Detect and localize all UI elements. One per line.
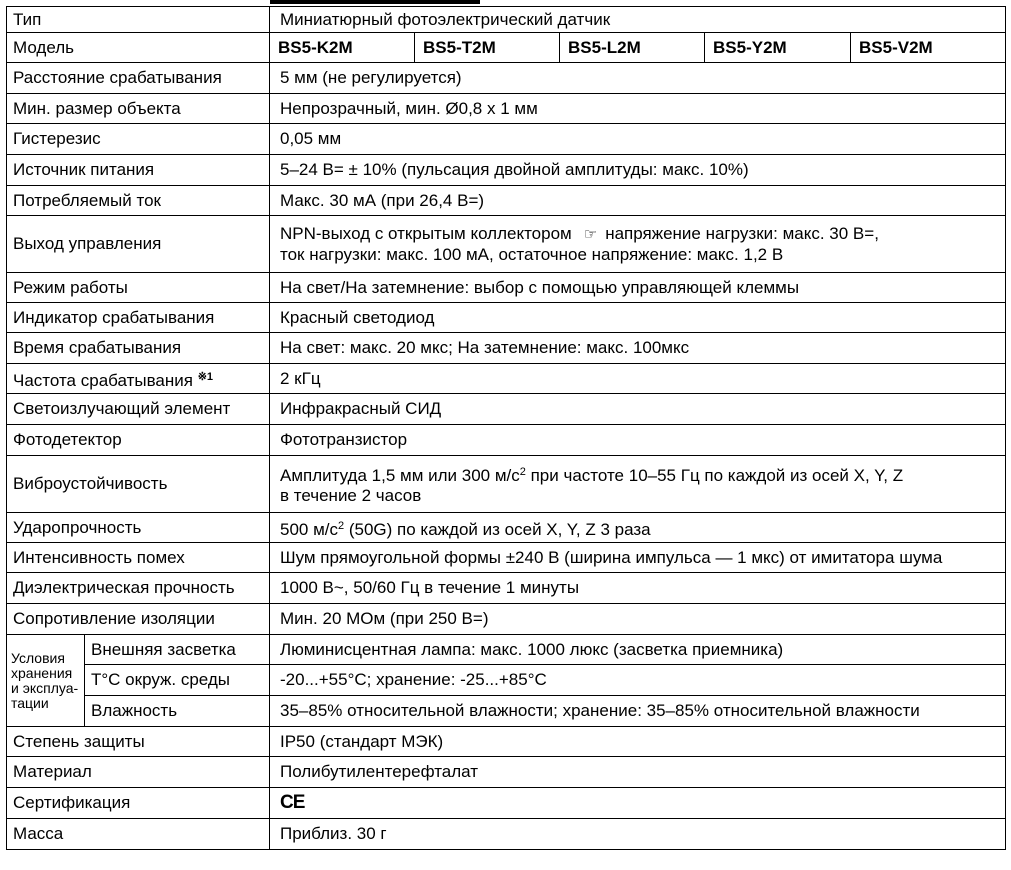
pointing-hand-icon: ☞ [583,225,598,243]
ce-mark-icon: CE [280,792,305,813]
row-ambient-light [7,635,1006,665]
shock-value-b: (50G) по каждой из осей X, Y, Z 3 раза [344,519,651,539]
label-noise: Интенсивность помех [7,543,270,573]
shock-value-a: 500 м/с [280,519,338,539]
row-certification [7,788,1006,819]
label-detector: Фотодетектор [7,425,270,456]
label-dielectric: Диэлектрическая прочность [7,573,270,604]
row-frequency [7,364,1006,394]
row-mode [7,273,1006,303]
row-dielectric [7,573,1006,604]
label-certification: Сертификация [7,788,270,819]
row-vibration [7,456,1006,513]
row-response [7,333,1006,364]
frequency-label-text: Частота срабатывания [13,370,193,390]
label-shock: Ударопрочность [7,513,270,543]
value-mass: Приблиз. 30 г [270,819,1006,850]
value-distance: 5 мм (не регулируется) [270,63,1006,94]
value-response: На свет: макс. 20 мкс; На затемнение: макс. 100мкс [270,333,1006,364]
label-vibration: Виброустойчивость [7,456,270,513]
model-bs5-l2m: BS5-L2M [560,33,705,63]
specification-table [6,6,1006,850]
label-temperature: T°C окруж. среды [85,665,270,696]
row-shock [7,513,1006,543]
row-protection [7,727,1006,757]
value-certification [270,788,1006,819]
row-humidity [7,696,1006,727]
row-power [7,155,1006,186]
label-model: Модель [7,33,270,63]
label-hysteresis: Гистерезис [7,124,270,155]
value-dielectric: 1000 В~, 50/60 Гц в течение 1 минуты [270,573,1006,604]
model-bs5-k2m: BS5-K2M [270,33,415,63]
model-bs5-y2m: BS5-Y2M [705,33,851,63]
value-ambient-light: Люминисцентная лампа: макс. 1000 люкс (засветка приемника) [270,635,1006,665]
vibration-superscript: 2 [519,466,526,478]
label-frequency [7,364,270,394]
label-power: Источник питания [7,155,270,186]
label-output: Выход управления [7,216,270,273]
value-indicator: Красный светодиод [270,303,1006,333]
output-line1-b: напряжение нагрузки: макс. 30 В=, [605,223,879,243]
output-line1-a: NPN-выход с открытым коллектором [280,223,572,243]
model-bs5-v2m: BS5-V2M [851,33,1006,63]
row-model [7,33,1006,63]
label-humidity: Влажность [85,696,270,727]
label-emitter: Светоизлучающий элемент [7,394,270,425]
value-temperature: -20...+55°C; хранение: -25...+85°C [270,665,1006,696]
row-mass [7,819,1006,850]
label-mass: Масса [7,819,270,850]
value-humidity: 35–85% относительной влажности; хранение: 35–85% относительной влажности [270,696,1006,727]
row-type [7,7,1006,33]
label-mode: Режим работы [7,273,270,303]
value-mode: На свет/На затемнение: выбор с помощью управляющей клеммы [270,273,1006,303]
row-current [7,186,1006,216]
value-type: Миниатюрный фотоэлектрический датчик [270,7,1006,33]
vibration-line1-a: Амплитуда 1,5 мм или 300 м/с [280,466,520,485]
label-current: Потребляемый ток [7,186,270,216]
label-response: Время срабатывания [7,333,270,364]
row-insulation [7,604,1006,635]
label-indicator: Индикатор срабатывания [7,303,270,333]
value-hysteresis: 0,05 мм [270,124,1006,155]
shock-superscript: 2 [338,519,345,532]
vibration-line2: в течение 2 часов [280,486,422,505]
row-material [7,757,1006,788]
output-line2: ток нагрузки: макс. 100 мА, остаточное напряжение: макс. 1,2 В [280,244,784,264]
label-protection: Степень защиты [7,727,270,757]
value-shock [270,513,1006,543]
row-emitter [7,394,1006,425]
label-ambient-light: Внешняя засветка [85,635,270,665]
value-emitter: Инфракрасный СИД [270,394,1006,425]
value-noise: Шум прямоугольной формы ±240 В (ширина импульса — 1 мкс) от имитатора шума [270,543,1006,573]
model-bs5-t2m: BS5-T2M [415,33,560,63]
row-noise [7,543,1006,573]
cropped-heading-fragment [270,0,480,4]
label-type: Тип [7,7,270,33]
label-min-object: Мин. размер объекта [7,94,270,124]
label-environment-group: Условия хранения и эксплуа-тации [7,635,85,727]
value-insulation: Мин. 20 МОм (при 250 В=) [270,604,1006,635]
row-distance [7,63,1006,94]
value-vibration [270,456,1006,513]
row-output [7,216,1006,273]
value-detector: Фототранзистор [270,425,1006,456]
value-frequency: 2 кГц [270,364,1006,394]
row-min-object [7,94,1006,124]
vibration-line1-b: при частоте 10–55 Гц по каждой из осей X, Y, Z [525,466,904,485]
value-current: Макс. 30 мА (при 26,4 В=) [270,186,1006,216]
value-protection: IP50 (стандарт МЭК) [270,727,1006,757]
value-output [270,216,1006,273]
label-distance: Расстояние срабатывания [7,63,270,94]
row-hysteresis [7,124,1006,155]
value-material: Полибутилентерефталат [270,757,1006,788]
footnote-marker: ※1 [197,370,214,383]
row-temperature [7,665,1006,696]
value-min-object: Непрозрачный, мин. Ø0,8 x 1 мм [270,94,1006,124]
value-power: 5–24 В= ± 10% (пульсация двойной амплитуды: макс. 10%) [270,155,1006,186]
label-material: Материал [7,757,270,788]
row-indicator [7,303,1006,333]
label-insulation: Сопротивление изоляции [7,604,270,635]
row-detector [7,425,1006,456]
